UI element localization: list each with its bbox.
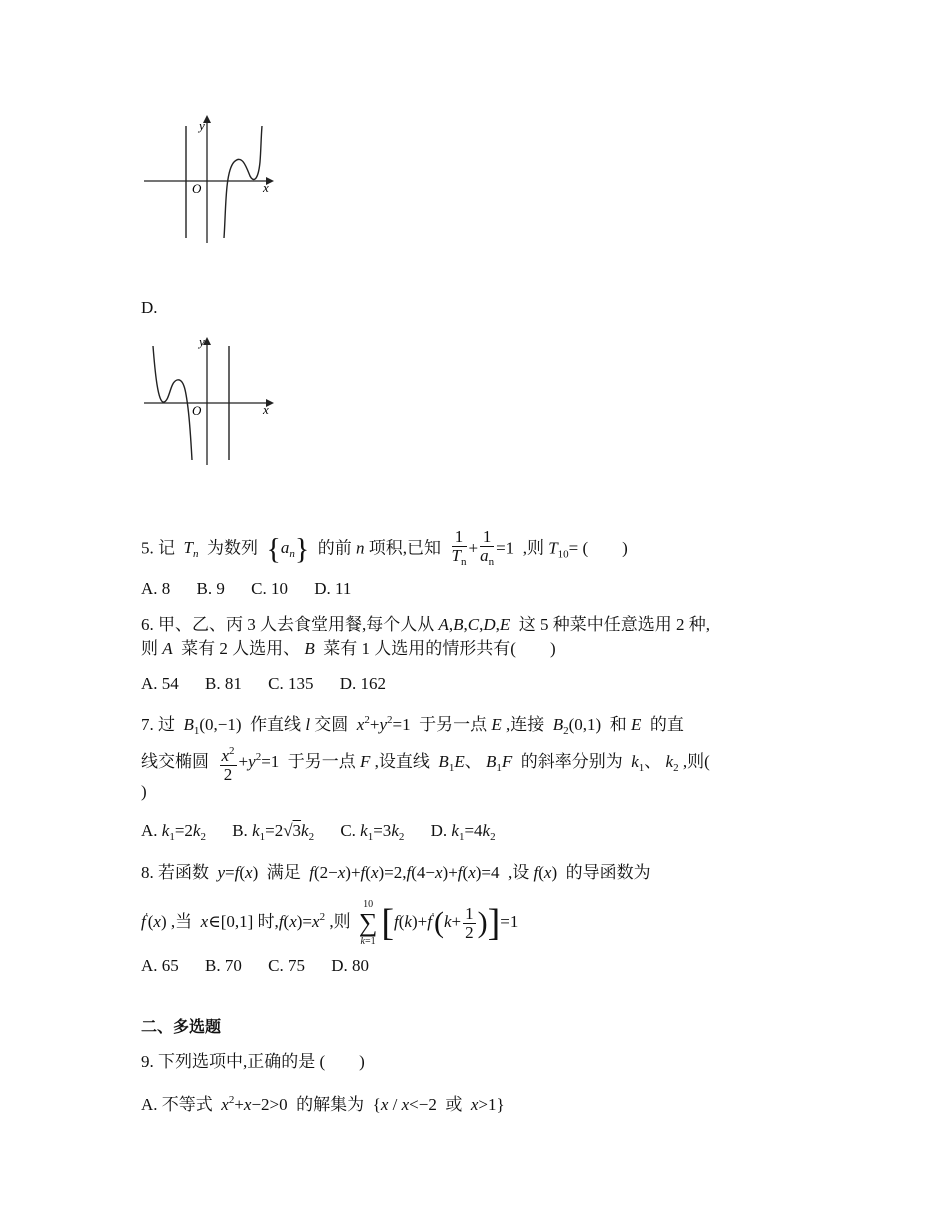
- question-8-options: [141, 954, 391, 978]
- section-heading: 二、多选题: [141, 1017, 222, 1036]
- curve: [224, 126, 262, 238]
- option-d[interactable]: D. 162: [339, 674, 386, 693]
- option-b[interactable]: B. 9: [196, 579, 225, 598]
- question-9: 9. 下列选项中,正确的是 ( ): [141, 1052, 365, 1071]
- question-7-line-1: 7. 过 $B_1(0,-1)$ 作直线 l 交圆 $x^2+y^2=1$ 于另一点 E ,连接 $B_2(0,1)$ 和 E 的直: [141, 714, 684, 737]
- option-a[interactable]: A. 65: [141, 956, 179, 975]
- x-axis-label: x: [263, 180, 269, 195]
- question-6-options: [141, 672, 408, 696]
- question-8-line-1: 8. 若函数 y=f(x) 满足 f(2−x)+f(x)=2,f(4−x)+f(x)=4 ,设 f(x) 的导函数为: [141, 863, 651, 882]
- option-a[interactable]: A. $k_1=2k_2$: [141, 821, 206, 843]
- question-7-line-3: ): [141, 782, 147, 801]
- option-a[interactable]: A. 8: [141, 579, 171, 598]
- option-b[interactable]: B. 70: [205, 956, 242, 975]
- function-graph-d: [140, 332, 280, 472]
- option-c[interactable]: C. 10: [251, 579, 288, 598]
- question-9-option-a[interactable]: A. 不等式 $x^2+x-2>0$ 的解集为 {x / x<−2 或 x>1}: [141, 1094, 505, 1114]
- question-7-options: [141, 819, 518, 849]
- x-axis-label: x: [263, 402, 269, 417]
- question-7-line-2: 线交椭圆 $\frac{x^2}{2}$ $+y^2=1$ 于另一点 F ,设直线 $B_1E$、 $B_1F$ 的斜率分别为 $k_1$、 $k_2$ ,则(: [141, 742, 710, 784]
- question-8-line-2: f'(x) ,当 x∈[0,1] 时$,f(x)=x^2$ ,则 10 ∑ k=1 [f(k)+f'(k+ $\frac{1}{2}$ )]=1: [141, 899, 519, 948]
- question-6-line-2: 则 A 菜有 2 人选用、 B 菜有 1 人选用的情形共有( ): [141, 639, 556, 658]
- option-b[interactable]: B. 81: [205, 674, 242, 693]
- option-c[interactable]: C. 75: [268, 956, 305, 975]
- origin-label: O: [192, 403, 202, 418]
- y-axis-label: y: [199, 334, 205, 349]
- origin-label: O: [192, 181, 202, 196]
- question-6-line-1: 6. 甲、乙、丙 3 人去食堂用餐,每个人从 A,B,C,D,E 这 5 种菜中任意选用 2 种,: [141, 615, 711, 634]
- option-d[interactable]: D. 80: [331, 956, 369, 975]
- option-c[interactable]: C. 135: [268, 674, 314, 693]
- option-a[interactable]: A. 54: [141, 674, 179, 693]
- option-c[interactable]: C. $k_1=3k_2$: [340, 821, 405, 843]
- question-5: 5. 记 $T_n$ 为数列 $\{a_n\}$ 的前 n 项积,已知 $\frac{1}{T_n}$ + $\frac{1}{a_n}$ =1 ,则 $T_{10}=$ ( ): [141, 527, 628, 568]
- function-graph-c: [140, 110, 280, 250]
- y-axis-label: y: [199, 118, 205, 133]
- option-d[interactable]: D. $k_1=4k_2$: [430, 821, 496, 843]
- option-d[interactable]: D. 11: [314, 579, 352, 598]
- option-d-label: D.: [141, 298, 158, 317]
- option-b[interactable]: B. $k_1=2√3k_2$: [232, 821, 315, 843]
- question-5-options: [141, 577, 373, 601]
